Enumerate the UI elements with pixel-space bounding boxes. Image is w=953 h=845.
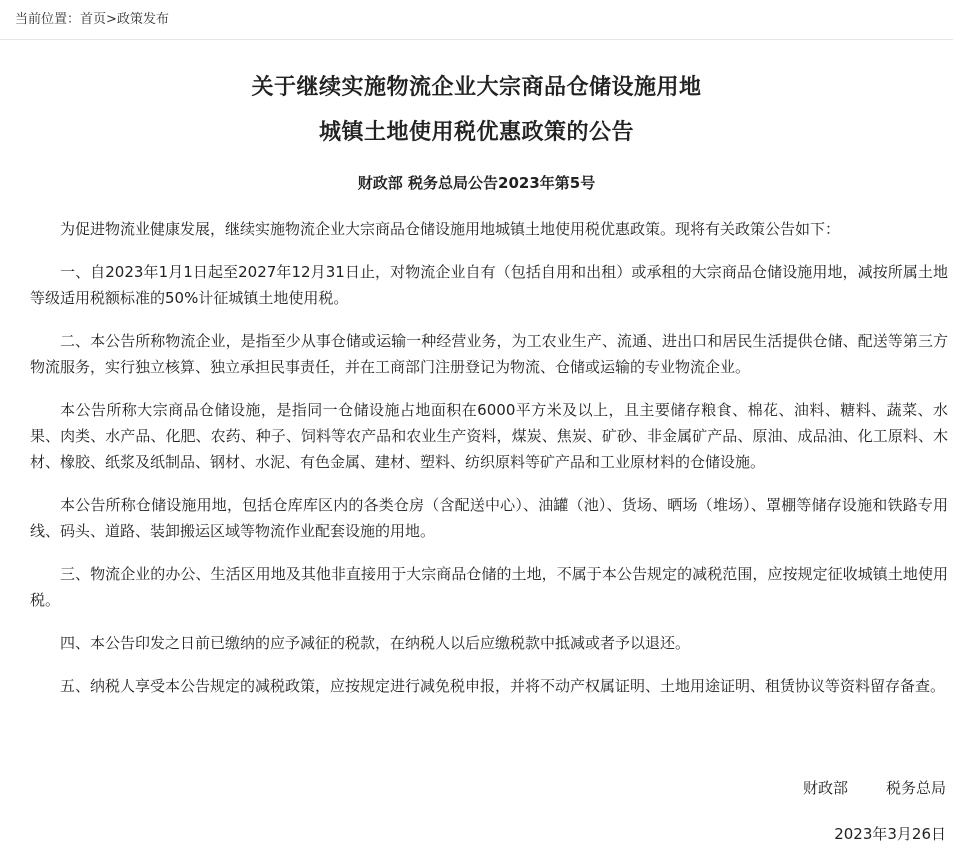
paragraph-intro: 为促进物流业健康发展，继续实施物流企业大宗商品仓储设施用地城镇土地使用税优惠政策。现将有关政策公告如下： <box>60 220 841 238</box>
breadcrumb-home-link[interactable]: 首页 <box>80 12 107 27</box>
paragraph-clause-2-storage-land: 本公告所称仓储设施用地，包括仓库库区内的各类仓房（含配送中心）、油罐（池）、货场、晒场（堆场）、罩棚等储存设施和铁路专用线、码头、道路、装卸搬运区域等物流作业配套设施的用地。 <box>30 496 948 540</box>
signatory-tax-administration: 税务总局 <box>885 779 946 797</box>
paragraph-clause-5: 五、纳税人享受本公告规定的减税政策，应按规定进行减免税申报，并将不动产权属证明、土地用途证明、租赁协议等资料留存备查。 <box>60 677 946 695</box>
document-number: 财政部 税务总局公告2023年第5号 <box>357 174 596 192</box>
paragraph-clause-3: 三、物流企业的办公、生活区用地及其他非直接用于大宗商品仓储的土地，不属于本公告规定的减税范围，应按规定征收城镇土地使用税。 <box>30 565 948 609</box>
signatory-ministry-of-finance: 财政部 <box>802 779 848 797</box>
article-body <box>30 216 948 716</box>
breadcrumb-current-link[interactable]: 政策发布 <box>116 12 169 27</box>
breadcrumb <box>15 11 169 29</box>
paragraph-clause-2-storage-facilities: 本公告所称大宗商品仓储设施，是指同一仓储设施占地面积在6000平方米及以上，且主要储存粮食、棉花、油料、糖料、蔬菜、水果、肉类、水产品、化肥、农药、种子、饲料等农产品和农业生产资料，煤炭、焦炭、矿砂、非金属矿产品、原油、成品油、化工原料、木材、橡胶、纸浆及纸制品、钢材、水泥、有色金属、建材、塑料、纺织原料等矿产品和工业原材料的仓储设施。 <box>30 401 948 471</box>
publish-date: 2023年3月26日 <box>834 825 946 843</box>
paragraph-clause-2: 二、本公告所称物流企业，是指至少从事仓储或运输一种经营业务，为工农业生产、流通、进出口和居民生活提供仓储、配送等第三方物流服务，实行独立核算、独立承担民事责任，并在工商部门注册登记为物流、仓储或运输的专业物流企业。 <box>30 332 948 376</box>
article-title-line-1: 关于继续实施物流企业大宗商品仓储设施用地 <box>251 75 702 100</box>
paragraph-clause-1: 一、自2023年1月1日起至2027年12月31日止，对物流企业自有（包括自用和出租）或承租的大宗商品仓储设施用地，减按所属土地等级适用税额标准的50%计征城镇土地使用税。 <box>30 263 948 307</box>
breadcrumb-separator: > <box>106 12 117 27</box>
breadcrumb-bar <box>0 0 953 40</box>
article-title-line-2: 城镇土地使用税优惠政策的公告 <box>318 120 634 145</box>
breadcrumb-prefix: 当前位置： <box>15 12 81 27</box>
signature-line <box>803 777 946 799</box>
paragraph-clause-4: 四、本公告印发之日前已缴纳的应予减征的税款，在纳税人以后应缴税款中抵减或者予以退还。 <box>60 634 691 652</box>
